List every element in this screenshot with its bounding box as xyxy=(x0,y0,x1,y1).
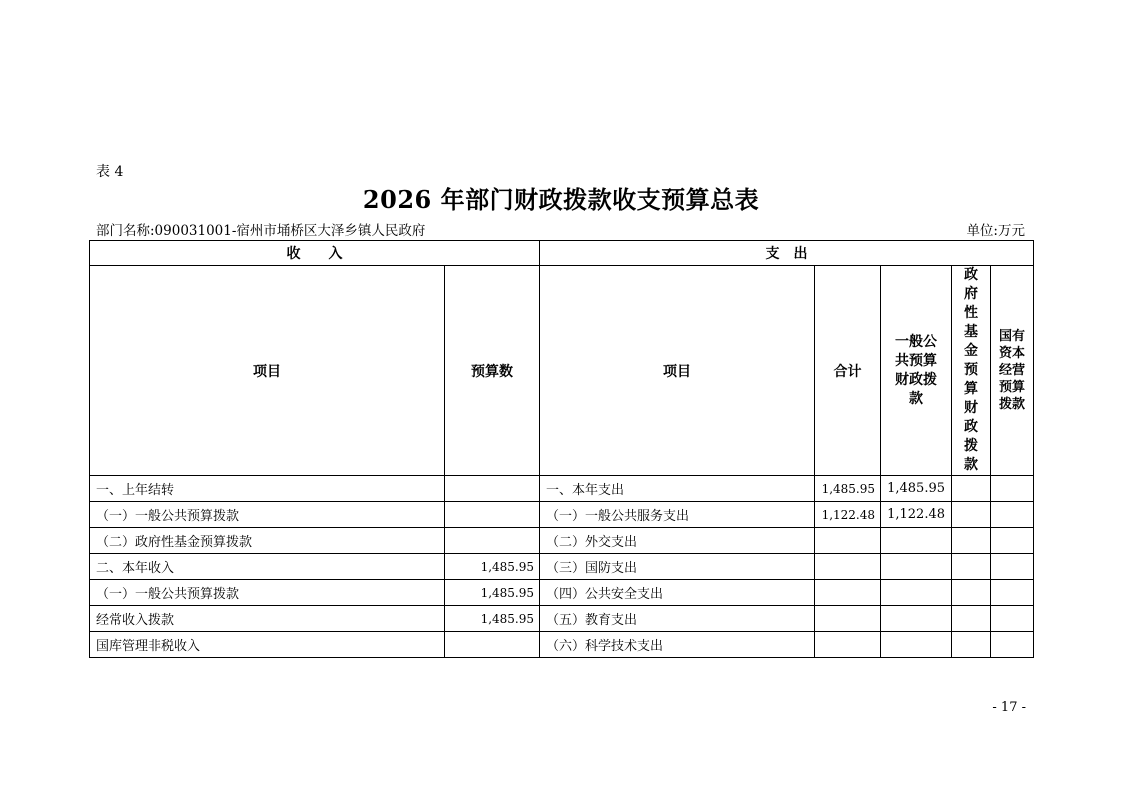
income-item-cell: 经常收入拨款 xyxy=(90,606,445,632)
income-item-cell: （一）一般公共预算拨款 xyxy=(90,502,445,528)
state-capital-cell xyxy=(991,528,1034,554)
income-budget-header: 预算数 xyxy=(445,266,540,476)
income-budget-cell: 1,485.95 xyxy=(445,554,540,580)
general-budget-cell xyxy=(881,580,952,606)
section-header-row xyxy=(90,241,1034,266)
state-capital-header-text: 国有资本经营预算拨款 xyxy=(999,329,1026,412)
total-cell: 1,122.48 xyxy=(815,502,881,528)
state-capital-header xyxy=(991,266,1034,476)
gov-fund-cell xyxy=(952,528,991,554)
income-budget-cell: 1,485.95 xyxy=(445,580,540,606)
state-capital-cell xyxy=(991,632,1034,658)
column-header-row xyxy=(90,266,1034,476)
general-budget-header xyxy=(881,266,952,476)
page-title: 2026 年部门财政拨款收支预算总表 xyxy=(362,185,760,214)
expense-item-cell: （二）外交支出 xyxy=(540,528,815,554)
general-budget-cell xyxy=(881,528,952,554)
expense-item-cell: （一）一般公共服务支出 xyxy=(540,502,815,528)
income-budget-cell xyxy=(445,528,540,554)
table-number: 表 4 xyxy=(96,164,124,180)
general-budget-cell xyxy=(881,554,952,580)
total-cell xyxy=(815,580,881,606)
state-capital-cell xyxy=(991,502,1034,528)
expense-item-cell: （四）公共安全支出 xyxy=(540,580,815,606)
income-budget-cell xyxy=(445,632,540,658)
general-budget-cell: 1,122.48 xyxy=(881,502,952,528)
expense-item-cell: （五）教育支出 xyxy=(540,606,815,632)
income-item-cell: （一）一般公共预算拨款 xyxy=(90,580,445,606)
budget-table xyxy=(89,240,1034,658)
state-capital-cell xyxy=(991,554,1034,580)
expense-section-header: 支 出 xyxy=(540,241,1034,266)
table-row xyxy=(90,528,1034,554)
expense-item-header: 项目 xyxy=(540,266,815,476)
table-row xyxy=(90,554,1034,580)
total-cell: 1,485.95 xyxy=(815,476,881,502)
income-budget-cell xyxy=(445,476,540,502)
gov-fund-cell xyxy=(952,580,991,606)
table-row xyxy=(90,476,1034,502)
income-budget-cell: 1,485.95 xyxy=(445,606,540,632)
total-header: 合计 xyxy=(815,266,881,476)
income-budget-cell xyxy=(445,502,540,528)
income-item-cell: 国库管理非税收入 xyxy=(90,632,445,658)
total-cell xyxy=(815,632,881,658)
general-budget-cell xyxy=(881,606,952,632)
income-item-cell: （二）政府性基金预算拨款 xyxy=(90,528,445,554)
income-item-cell: 二、本年收入 xyxy=(90,554,445,580)
gov-fund-cell xyxy=(952,502,991,528)
total-cell xyxy=(815,554,881,580)
state-capital-cell xyxy=(991,476,1034,502)
expense-item-cell: （三）国防支出 xyxy=(540,554,815,580)
general-budget-cell xyxy=(881,632,952,658)
gov-fund-cell xyxy=(952,554,991,580)
state-capital-cell xyxy=(991,606,1034,632)
page-number: - 17 - xyxy=(992,700,1026,715)
income-item-header: 项目 xyxy=(90,266,445,476)
income-item-cell: 一、上年结转 xyxy=(90,476,445,502)
table-row xyxy=(90,580,1034,606)
unit-label: 单位:万元 xyxy=(966,223,1025,239)
gov-fund-header xyxy=(952,266,991,476)
gov-fund-header-text: 政府性基金预算财政拨款 xyxy=(964,267,978,473)
general-budget-cell: 1,485.95 xyxy=(881,476,952,502)
gov-fund-cell xyxy=(952,606,991,632)
table-row xyxy=(90,502,1034,528)
total-cell xyxy=(815,606,881,632)
state-capital-cell xyxy=(991,580,1034,606)
income-section-header: 收 入 xyxy=(90,241,540,266)
table-row xyxy=(90,606,1034,632)
gov-fund-cell xyxy=(952,476,991,502)
general-budget-header-text: 一般公共预算财政拨款 xyxy=(895,333,937,407)
gov-fund-cell xyxy=(952,632,991,658)
table-row xyxy=(90,632,1034,658)
expense-item-cell: 一、本年支出 xyxy=(540,476,815,502)
total-cell xyxy=(815,528,881,554)
department-name: 部门名称:090031001-宿州市埇桥区大泽乡镇人民政府 xyxy=(96,223,426,239)
expense-item-cell: （六）科学技术支出 xyxy=(540,632,815,658)
